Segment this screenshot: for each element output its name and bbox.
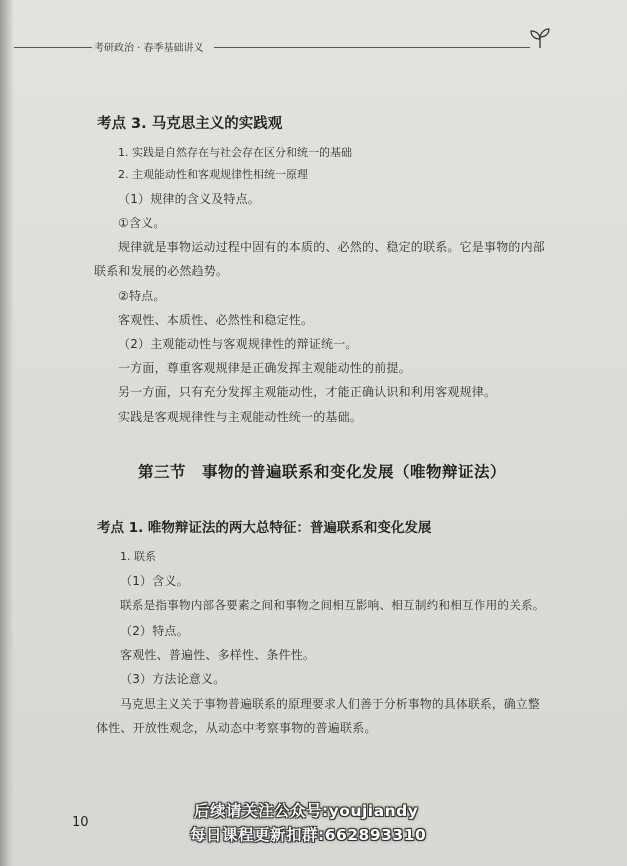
text-line: 客观性、本质性、必然性和稳定性。: [118, 313, 314, 327]
text-line: 1. 联系: [120, 550, 156, 563]
text-line: （3）方法论意义。: [120, 672, 226, 686]
header-rule-right: [214, 47, 530, 48]
text-line: 规律就是事物运动过程中固有的本质的、必然的、稳定的联系。它是事物的内部: [118, 240, 546, 254]
page-number: 10: [72, 815, 89, 830]
watermark-line-1: 后续请关注公众号:youjiandy: [194, 802, 419, 820]
text-line: 体性、开放性观念，从动态中考察事物的普遍联系。: [96, 721, 377, 735]
topic-heading-practice: 考点 3. 马克思主义的实践观: [97, 116, 283, 132]
text-line: 联系和发展的必然趋势。: [94, 264, 229, 278]
text-line: （1）含义。: [120, 574, 189, 588]
text-line: ①含义。: [118, 216, 166, 230]
text-line: 1. 实践是自然存在与社会存在区分和统一的基础: [118, 146, 352, 159]
text-line: 2. 主观能动性和客观规律性相统一原理: [118, 168, 308, 181]
sprout-icon: [529, 28, 551, 48]
text-line: 实践是客观规律性与主观能动性统一的基础。: [118, 410, 363, 424]
text-line: 一方面，尊重客观规律是正确发挥主观能动性的前提。: [118, 361, 411, 375]
header-rule-left: [14, 47, 92, 48]
page-spine-shadow: [0, 0, 14, 866]
text-line: （2）主观能动性与客观规律性的辩证统一。: [118, 337, 358, 351]
running-header-title: 考研政治 · 春季基础讲义: [94, 43, 204, 54]
text-line: （1）规律的含义及特点。: [118, 192, 261, 206]
text-line: （2）特点。: [120, 624, 189, 638]
topic-heading-dialectics: 考点 1. 唯物辩证法的两大总特征：普遍联系和变化发展: [97, 520, 432, 536]
text-line: 客观性、普遍性、多样性、条件性。: [120, 648, 316, 662]
text-line: 马克思主义关于事物普遍联系的原理要求人们善于分析事物的具体联系，确立整: [120, 697, 540, 711]
watermark-line-2: 每日课程更新扣群:662893310: [190, 826, 427, 844]
section-title: 第三节 事物的普遍联系和变化发展（唯物辩证法）: [138, 463, 507, 481]
text-line: 联系是指事物内部各要素之间和事物之间相互影响、相互制约和相互作用的关系。: [120, 598, 545, 612]
text-line: ②特点。: [118, 289, 166, 303]
text-line: 另一方面，只有充分发挥主观能动性，才能正确认识和利用客观规律。: [118, 385, 497, 399]
